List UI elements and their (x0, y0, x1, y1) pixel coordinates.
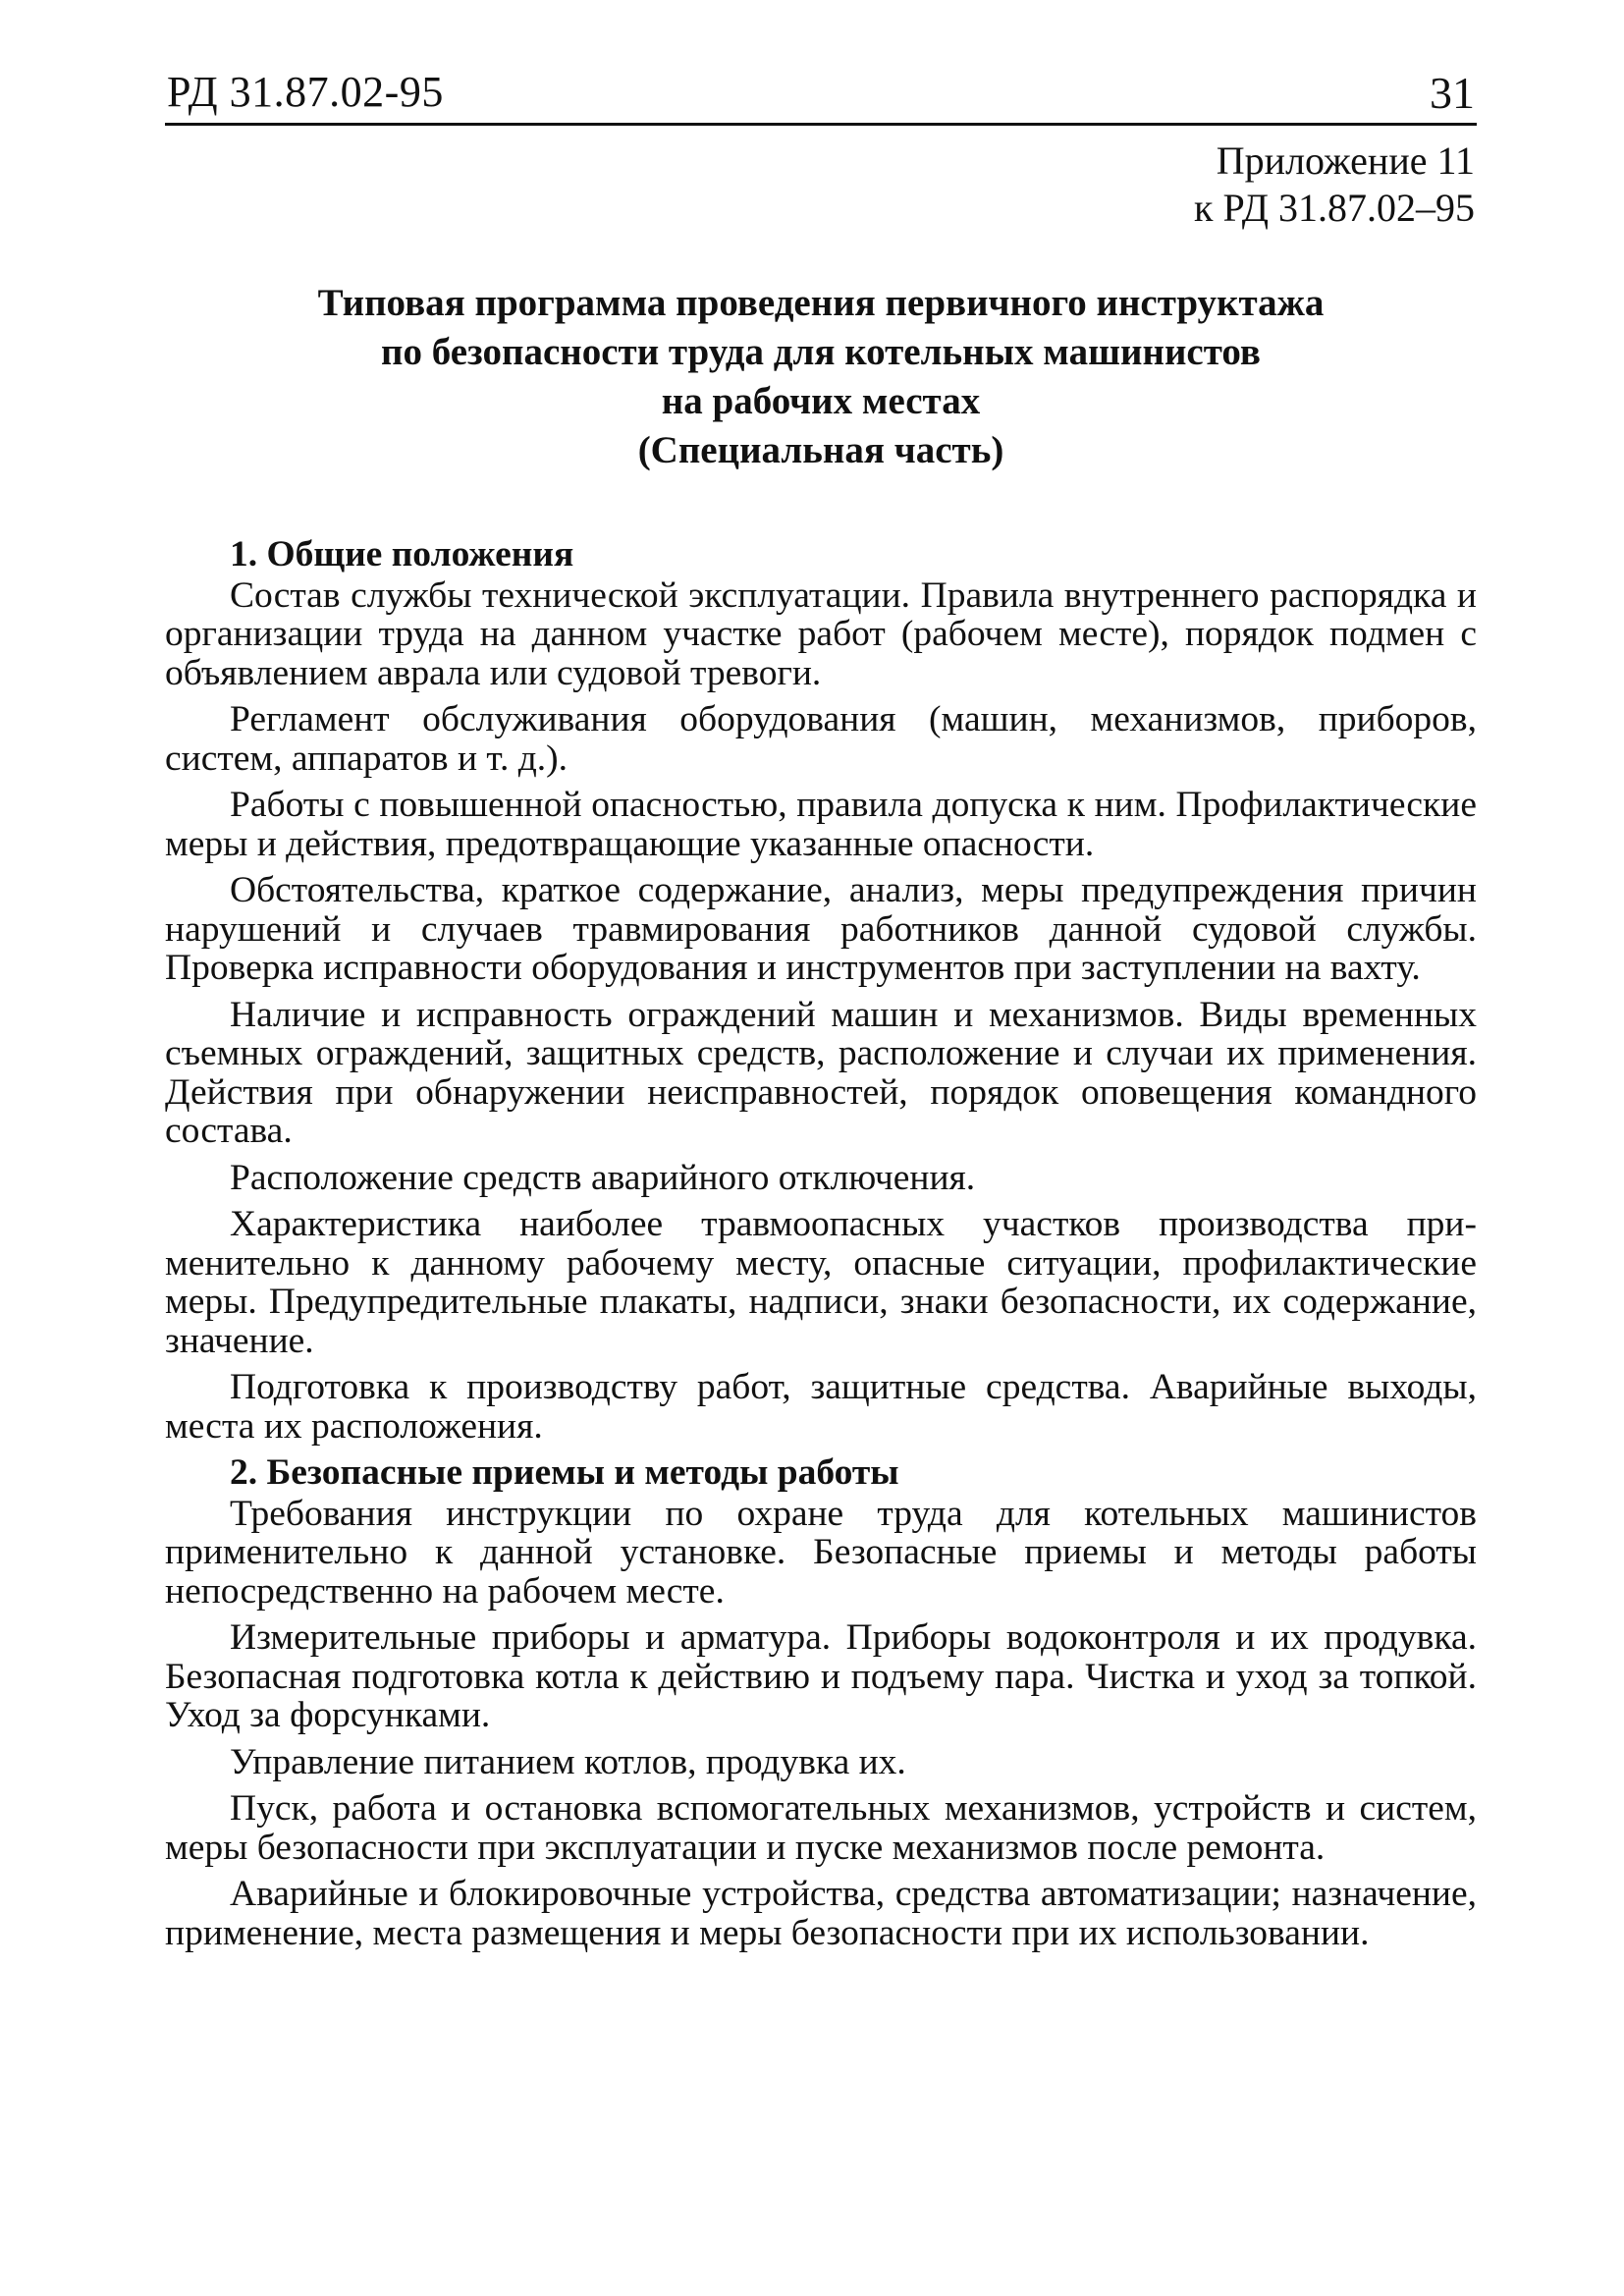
paragraph: Подготовка к производству работ, защитные средства. Аварийные выходы, места их расположения. (165, 1367, 1477, 1447)
paragraph: Расположение средств аварийного отключения. (230, 1157, 976, 1198)
header-divider (165, 123, 1477, 126)
title-line-1: Типовая программа проведения первичного инструктажа (317, 282, 1325, 324)
title-line-2: по безопасности труда для котельных машинистов (381, 331, 1261, 373)
document-title (165, 279, 1477, 475)
paragraph: Наличие и исправность ограждений машин и механизмов. Виды временных съемных ограждений, защитных средств, расположение и случаи их применения. Действия при обнаружении неисправностей, порядок оповещения командного состава. (165, 994, 1477, 1151)
paragraph: Измерительные приборы и арматура. Приборы водоконтроля и их продувка. Безопасная подготовка котла к действию и подъему пара. Чистка и уход за топкой. Уход за форсунками. (165, 1617, 1477, 1735)
appendix-reference (1194, 137, 1475, 232)
paragraph: Управление питанием котлов, продувка их. (230, 1741, 906, 1782)
page-number: 31 (1430, 68, 1475, 118)
appendix-document: к РД 31.87.02–95 (1194, 186, 1475, 230)
paragraph: Требования инструкции по охране труда для котельных машинистов применительно к данной установке. Безопасные приемы и методы работы непосредственно на рабочем месте. (165, 1493, 1477, 1612)
document-code: РД 31.87.02-95 (167, 68, 444, 116)
document-body (165, 535, 1477, 1960)
paragraph: Обстоятельства, краткое содержание, анализ, меры предупреждения причин нарушений и случаев травмирования работников данной судовой службы. Проверка исправности оборудования и инструментов при заступлении на вахту. (165, 870, 1477, 988)
paragraph: Работы с повышенной опасностью, правила допуска к ним. Профилактические меры и действия, предотвращающие указанные опасности. (165, 785, 1477, 864)
appendix-number: Приложение 11 (1216, 138, 1475, 183)
paragraph: Характеристика наиболее травмоопасных участков производства применительно к данному рабочему месту, опасные ситуации, профилактические меры. Предупредительные плакаты, надписи, знаки безопасности, их содержание, значение. (165, 1204, 1477, 1361)
section-1-heading: 1. Общие положения (230, 534, 574, 574)
paragraph: Регламент обслуживания оборудования (машин, механизмов, приборов, систем, аппаратов и т. д.). (165, 699, 1477, 779)
paragraph: Аварийные и блокировочные устройства, средства автоматизации; назначение, применение, места размещения и меры безопасности при их использовании. (165, 1874, 1477, 1953)
title-line-4: (Специальная часть) (637, 429, 1004, 471)
section-2-heading: 2. Безопасные приемы и методы работы (230, 1452, 899, 1493)
paragraph: Пуск, работа и остановка вспомогательных механизмов, устройств и систем, меры безопасности при эксплуатации и пуске механизмов после ремонта. (165, 1788, 1477, 1868)
paragraph: Состав службы технической эксплуатации. Правила внутреннего распорядка и организации труда на данном участке работ (рабочем месте), порядок подмен с объявлением аврала или судовой тревоги. (165, 574, 1477, 693)
title-line-3: на рабочих местах (661, 380, 981, 422)
